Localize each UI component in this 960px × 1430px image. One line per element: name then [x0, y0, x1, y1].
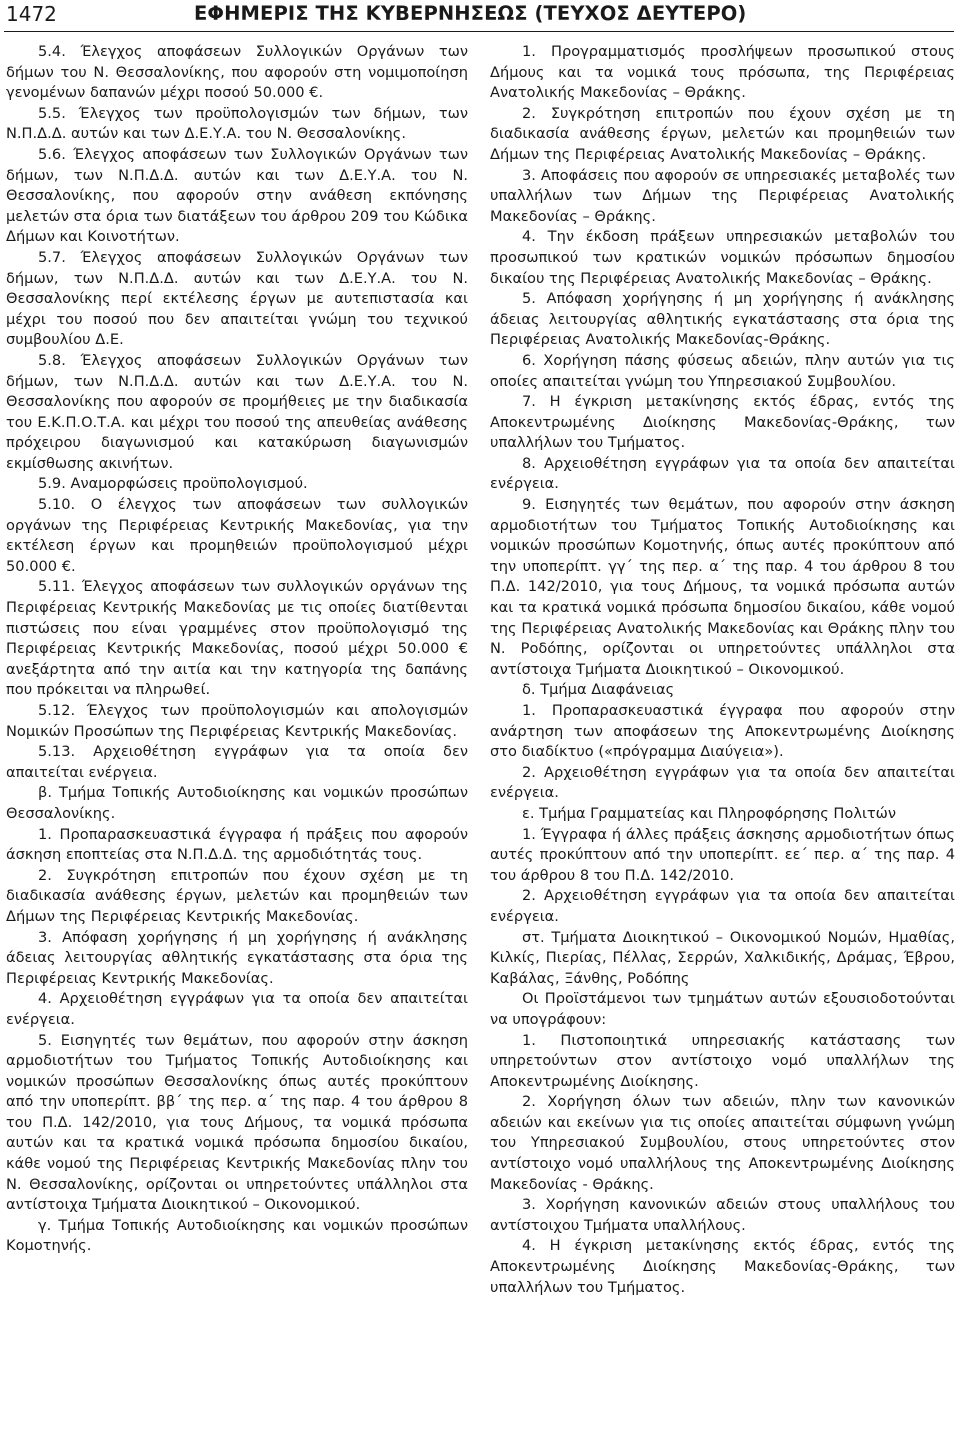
- paragraph: 5. Εισηγητές των θεμάτων, που αφορούν στην άσκηση αρμοδιοτήτων του Τμήματος Τοπικής Αυτοδιοίκησης και νομικών προσώπων Θεσσαλονίκης όπως αυτές προκύπτουν από την υποπερίπτ. ββ΄ της περ. α΄ της παρ. 4 του άρθρου 8 του Π.Δ. 142/2010, για τους Δήμους, τα νομικά πρόσωπα αυτών και τα κρατικά νομικά πρόσωπα δημοσίου δικαίου, κάθε νομού της Περιφέρειας Κεντρικής Μακεδονίας πλην του Ν. Θεσσαλονίκης, ορίζονται οι υπηρετούντες υπάλληλοι στα αντίστοιχα Τμήματα Διοικητικού – Οικονομικού.: [6, 1031, 468, 1214]
- paragraph: 3. Αποφάσεις που αφορούν σε υπηρεσιακές μεταβολές των υπαλλήλων των Δήμων της Περιφέρειας Ανατολικής Μακεδονίας – Θράκης.: [490, 166, 955, 225]
- paragraph: 6. Χορήγηση πάσης φύσεως αδειών, πλην αυτών για τις οποίες απαιτείται γνώμη του Υπηρεσιακού Συμβουλίου.: [490, 351, 955, 390]
- paragraph: ε. Τμήμα Γραμματείας και Πληροφόρησης Πολιτών: [522, 804, 897, 822]
- paragraph: 5.13. Αρχειοθέτηση εγγράφων για τα οποία δεν απαιτείται ενέργεια.: [6, 743, 468, 781]
- paragraph: 1. Προπαρασκευαστικά έγγραφα ή πράξεις που αφορούν άσκηση εποπτείας στα Ν.Π.Δ.Δ. της αρμοδιότητάς τους.: [6, 825, 468, 864]
- paragraph: 4. Αρχειοθέτηση εγγράφων για τα οποία δεν απαιτείται ενέργεια.: [6, 990, 468, 1028]
- paragraph: 9. Εισηγητές των θεμάτων, που αφορούν στην άσκηση αρμοδιοτήτων του Τμήματος Τοπικής Αυτοδιοίκησης και νομικών προσώπων Κομοτηνής, όπως αυτές προκύπτουν από την υποπερίπτ. γγ΄ της περ. α΄ της παρ. 4 του άρθρου 8 του Π.Δ. 142/2010, για τους Δήμους, τα νομικά πρόσωπα αυτών και τα κρατικά νομικά πρόσωπα δημοσίου δικαίου, κάθε νομού της Περιφέρειας Ανατολικής Μακεδονίας και Θράκης πλην του Ν. Ροδόπης, ορίζονται οι υπηρετούντες υπάλληλοι στα αντίστοιχα Τμήματα Διοικητικού – Οικονομικού.: [490, 496, 955, 678]
- paragraph: 5.7. Έλεγχος αποφάσεων Συλλογικών Οργάνων των δήμων, των Ν.Π.Δ.Δ. αυτών και των Δ.Ε.Υ.Α. του Ν. Θεσσαλονίκης περί εκτέλεσης έργων με αυτεπιστασία και μέχρι του ποσού που δεν απαιτείται γνώμη του τεχνικού συμβουλίου Δ.Ε.: [6, 248, 468, 349]
- paragraph: 1. Έγγραφα ή άλλες πράξεις άσκησης αρμοδιοτήτων όπως αυτές προκύπτουν από την υποπερίπτ. εε΄ περ. α΄ της παρ. 4 του άρθρου 8 του Π.Δ. 142/2010.: [490, 825, 955, 884]
- paragraph: 5.12. Έλεγχος των προϋπολογισμών και απολογισμών Νομικών Προσώπων της Περιφέρειας Κεντρικής Μακεδονίας.: [6, 702, 468, 740]
- paragraph: δ. Τμήμα Διαφάνειας: [522, 681, 675, 699]
- paragraph: 1. Προπαρασκευαστικά έγγραφα που αφορούν στην ανάρτηση των αποφάσεων της Αποκεντρωμένης Διοίκησης στο διαδίκτυο («πρόγραμμα Διαύγεια»).: [490, 702, 955, 761]
- page-header: [4, 2, 954, 32]
- paragraph: 8. Αρχειοθέτηση εγγράφων για τα οποία δεν απαιτείται ενέργεια.: [490, 454, 955, 493]
- paragraph: 2. Συγκρότηση επιτροπών που έχουν σχέση με τη διαδικασία ανάθεσης έργων, μελετών και προμηθειών των Δήμων της Περιφέρειας Ανατολικής Μακεδονίας – Θράκης.: [490, 104, 955, 163]
- paragraph: 1. Προγραμματισμός προσλήψεων προσωπικού στους Δήμους και τα νομικά τους πρόσωπα, της Περιφέρειας Ανατολικής Μακεδονίας – Θράκης.: [490, 43, 955, 102]
- paragraph: 7. Η έγκριση μετακίνησης εκτός έδρας, εντός της Αποκεντρωμένης Διοίκησης Μακεδονίας-Θράκης, των υπαλλήλων του Τμήματος.: [490, 393, 955, 452]
- paragraph: 4. Η έγκριση μετακίνησης εκτός έδρας, εντός της Αποκεντρωμένης Διοίκησης Μακεδονίας-Θράκης, των υπαλλήλων του Τμήματος.: [490, 1237, 955, 1296]
- paragraph: 5.6. Έλεγχος αποφάσεων των Συλλογικών Οργάνων των δήμων, των Ν.Π.Δ.Δ. αυτών και των Δ.Ε.Υ.Α. του Ν. Θεσσαλονίκης, που αφορούν στην ανάθεση εκπόνησης μελετών στα όρια των διατάξεων του άρθρου 209 του Κώδικα Δήμων και Κοινοτήτων.: [6, 145, 468, 246]
- paragraph: 5.8. Έλεγχος αποφάσεων Συλλογικών Οργάνων των δήμων, των Ν.Π.Δ.Δ. αυτών και των Δ.Ε.Υ.Α. του Ν. Θεσσαλονίκης που αφορούν σε προμήθειες με την διαδικασία του Ε.Κ.Π.Ο.Τ.Α. και μέχρι του ποσού της απευθείας ανάθεσης πρόχειρου διαγωνισμού και κατακύρωση διαγωνισμών εκμίσθωσης ακινήτων.: [6, 351, 468, 472]
- paragraph: 5.4. Έλεγχος αποφάσεων Συλλογικών Οργάνων των δήμων του Ν. Θεσσαλονίκης, που αφορούν στη νομιμοποίηση γενομένων δαπανών μέχρι ποσού 50.000 €.: [6, 43, 468, 102]
- paragraph: 2. Αρχειοθέτηση εγγράφων για τα οποία δεν απαιτείται ενέργεια.: [490, 887, 955, 925]
- paragraph: 4. Την έκδοση πράξεων υπηρεσιακών μεταβολών του προσωπικού των κρατικών νομικών πρόσωπων δημοσίου δικαίου της Περιφέρειας Ανατολικής Μακεδονίας – Θράκης.: [490, 228, 955, 287]
- paragraph: γ. Τμήμα Τοπικής Αυτοδιοίκησης και νομικών προσώπων Κομοτηνής.: [6, 1216, 468, 1255]
- paragraph: 2. Χορήγηση όλων των αδειών, πλην των κανονικών αδειών και εκείνων για τις οποίες απαιτείται σύμφωνη γνώμη του Υπηρεσιακού Συμβουλίου, στους υπηρετούντες στον αντίστοιχο νομό υπαλλήλους της Αποκεντρωμένης Διοίκησης Μακεδονίας - Θράκης.: [490, 1093, 955, 1193]
- left-column: [6, 42, 468, 1257]
- paragraph: στ. Τμήματα Διοικητικού – Οικονομικού Νομών, Ημαθίας, Κιλκίς, Πιερίας, Πέλλας, Σερρών, Χαλκιδικής, Δράμας, Έβρου, Καβάλας, Ξάνθης, Ροδόπης: [490, 928, 955, 987]
- paragraph: Οι Προϊστάμενοι των τμημάτων αυτών εξουσιοδοτούνται να υπογράφουν:: [490, 990, 955, 1028]
- paragraph: 2. Αρχειοθέτηση εγγράφων για τα οποία δεν απαιτείται ενέργεια.: [490, 763, 955, 802]
- gazette-title: ΕΦΗΜΕΡΙΣ ΤΗΣ ΚΥΒΕΡΝΗΣΕΩΣ (ΤΕΥΧΟΣ ΔΕΥΤΕΡΟ): [194, 2, 747, 25]
- paragraph: β. Τμήμα Τοπικής Αυτοδιοίκησης και νομικών προσώπων Θεσσαλονίκης.: [6, 784, 468, 822]
- paragraph: 5.5. Έλεγχος των προϋπολογισμών των δήμων, των Ν.Π.Δ.Δ. αυτών και των Δ.Ε.Υ.Α. του Ν. Θεσσαλονίκης.: [6, 104, 468, 143]
- paragraph: 2. Συγκρότηση επιτροπών που έχουν σχέση με τη διαδικασία ανάθεσης έργων, μελετών και προμηθειών των Δήμων της Περιφέρειας Κεντρικής Μακεδονίας.: [6, 866, 468, 925]
- page-number: 1472: [6, 2, 57, 26]
- paragraph: 5.10. Ο έλεγχος των αποφάσεων των συλλογικών οργάνων της Περιφέρειας Κεντρικής Μακεδονίας, για την εκτέλεση έργων και προμηθειών προϋπολογισμού μέχρι 50.000 €.: [6, 496, 468, 575]
- paragraph: 3. Απόφαση χορήγησης ή μη χορήγησης ή ανάκλησης άδειας λειτουργίας αθλητικής εγκατάστασης στα όρια της Περιφέρειας Κεντρικής Μακεδονίας.: [6, 928, 468, 987]
- right-column: [490, 42, 955, 1298]
- paragraph: 1. Πιστοποιητικά υπηρεσιακής κατάστασης των υπηρετούντων στον αντίστοιχο νομό υπαλλήλων της Αποκεντρωμένης Διοίκησης.: [490, 1031, 955, 1090]
- paragraph: 5. Απόφαση χορήγησης ή μη χορήγησης ή ανάκλησης άδειας λειτουργίας αθλητικής εγκατάστασης στα όρια της Περιφέρειας Ανατολικής Μακεδονίας-Θράκης.: [490, 290, 955, 349]
- paragraph: 5.11. Έλεγχος αποφάσεων των συλλογικών οργάνων της Περιφέρειας Κεντρικής Μακεδονίας με τις οποίες διατίθενται πιστώσεις που είναι γραμμένες στον προϋπολογισμό της Περιφέρειας Κεντρικής Μακεδονίας, ποσού μέχρι 50.000 € ανεξάρτητα από την αιτία και την κατηγορία της δαπάνης που πρόκειται να πληρωθεί.: [6, 578, 468, 699]
- paragraph: 5.9. Αναμορφώσεις προϋπολογισμού.: [38, 475, 308, 493]
- header-rule: [4, 31, 954, 32]
- paragraph: 3. Χορήγηση κανονικών αδειών στους υπαλλήλους του αντίστοιχου Τμήματα υπαλλήλους.: [490, 1196, 955, 1234]
